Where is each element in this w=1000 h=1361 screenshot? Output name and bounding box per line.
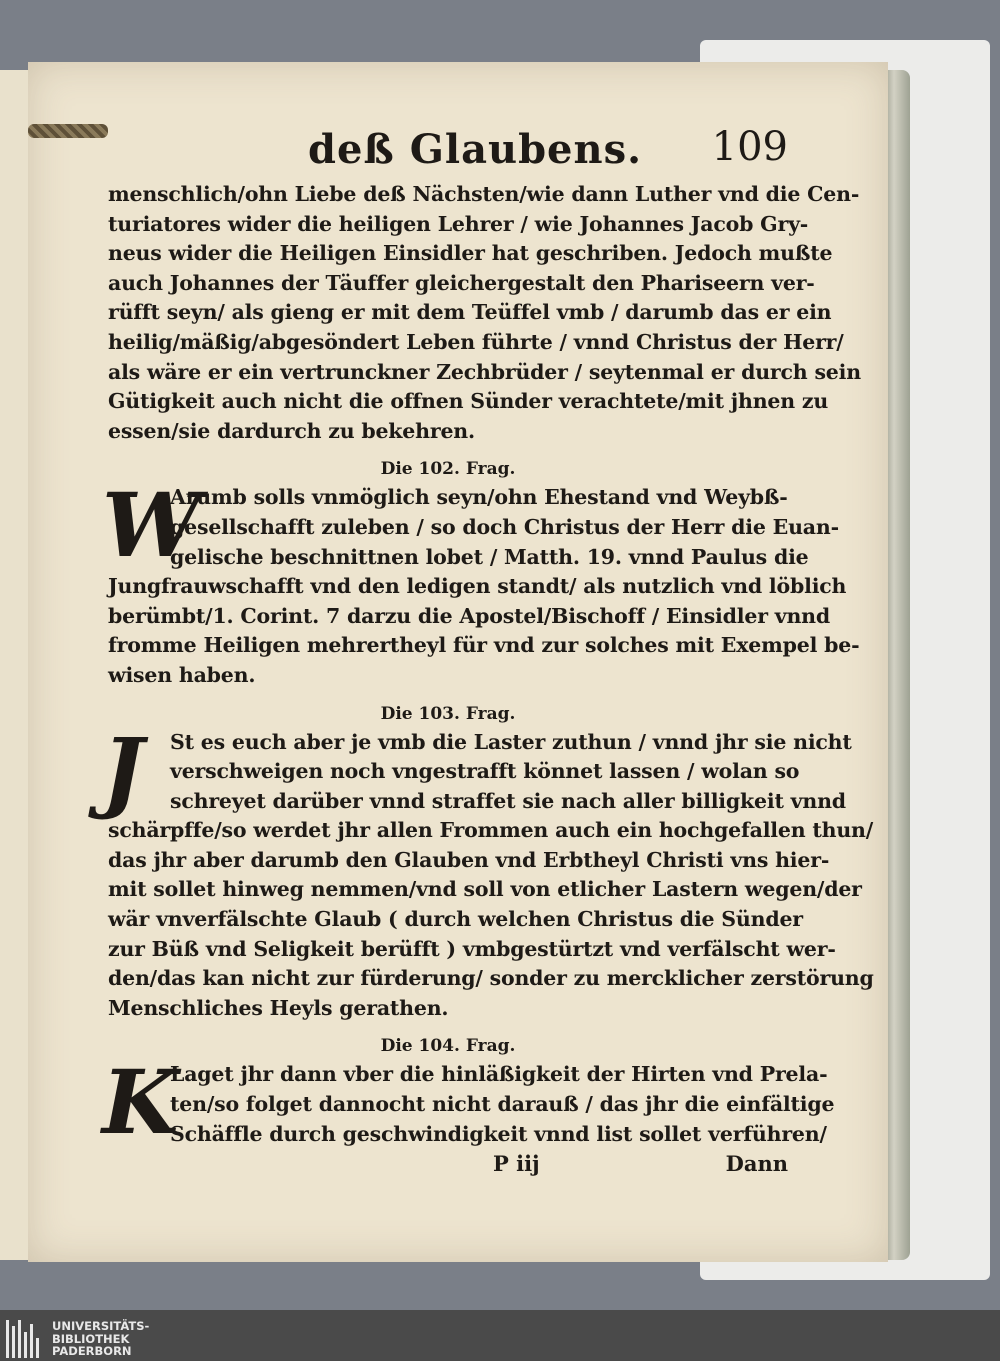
text-line: den/das kan nicht zur fürderung/ sonder zu mercklicher zerstörung: [108, 966, 874, 991]
book-page: [28, 62, 888, 1262]
text-line: heilig/mäßig/abgesöndert Leben führte / vnnd Christus der Herr/: [108, 329, 844, 354]
question-heading: Die 102. Frag.: [380, 459, 516, 480]
logo-line: UNIVERSITÄTS-: [52, 1319, 150, 1333]
text-line: essen/sie dardurch zu bekehren.: [108, 418, 475, 443]
text-line: turiatores wider die heiligen Lehrer / wie Johannes Jacob Gry-: [108, 211, 809, 236]
text-line: berümbt/1. Corint. 7 darzu die Apostel/Bischoff / Einsidler vnnd: [108, 603, 830, 628]
drop-initial: W: [102, 473, 201, 578]
question-paragraph: [102, 473, 860, 690]
text-line: das jhr aber darumb den Glauben vnd Erbtheyl Christi vns hier-: [108, 847, 830, 872]
text-line: schreyet darüber vnnd straffet sie nach aller billigkeit vnnd: [170, 788, 846, 813]
text-line: gesellschafft zuleben / so doch Christus der Herr die Euan-: [170, 514, 839, 539]
text-line: Arumb solls vnmöglich seyn/ohn Ehestand vnd Weybß-: [170, 485, 788, 510]
facing-page-edge: [0, 70, 30, 1260]
text-line: mit sollet hinweg nemmen/vnd soll von etlicher Lastern wegen/der: [108, 877, 862, 902]
text-line: wär vnverfälschte Glaub ( durch welchen Christus die Sünder: [108, 907, 803, 932]
text-line: wisen haben.: [108, 662, 256, 687]
text-line: gelische beschnittnen lobet / Matth. 19. vnnd Paulus die: [170, 544, 809, 569]
drop-initial: K: [102, 1050, 179, 1155]
text-line: menschlich/ohn Liebe deß Nächsten/wie dann Luther vnd die Cen-: [108, 182, 860, 206]
text-line: Laget jhr dann vber die hinläßigkeit der Hirten vnd Prela-: [170, 1062, 828, 1087]
intro-paragraph: [108, 180, 861, 446]
library-logo-icon: [4, 1318, 44, 1360]
question-heading: Die 104. Frag.: [380, 1036, 516, 1057]
signature-mark: P iij: [493, 1151, 540, 1177]
running-head: deß Glaubens.: [308, 126, 643, 173]
catchword: Dann: [725, 1151, 788, 1177]
text-line: Schäffle durch geschwindigkeit vnnd list sollet verführen/: [170, 1121, 827, 1146]
text-block: [102, 124, 874, 1181]
text-line: als wäre er ein vertrunckner Zechbrüder / seytenmal er durch sein: [108, 359, 861, 384]
library-logo-bar: [0, 1310, 1000, 1361]
logo-line: PADERBORN: [52, 1344, 132, 1358]
question-paragraph: [102, 717, 874, 1024]
text-line: fromme Heiligen mehrertheyl für vnd zur solches mit Exempel be-: [108, 633, 860, 658]
page-footer: [108, 1149, 788, 1181]
drop-initial: J: [102, 717, 144, 822]
logo-line: BIBLIOTHEK: [52, 1331, 130, 1346]
text-line: verschweigen noch vngestrafft könnet lassen / wolan so: [170, 759, 800, 784]
text-line: rüfft seyn/ als gieng er mit dem Teüffel vmb / darumb das er ein: [108, 300, 832, 325]
text-line: Menschliches Heyls gerathen.: [108, 995, 449, 1020]
text-line: neus wider die Heiligen Einsidler hat geschriben. Jedoch mußte: [108, 241, 833, 266]
text-line: Gütigkeit auch nicht die offnen Sünder verachtete/mit jhnen zu: [108, 389, 829, 414]
text-line: Jungfrauwschafft vnd den ledigen standt/ als nutzlich vnd löblich: [108, 574, 847, 599]
page-header: [108, 124, 788, 180]
page-number: 109: [711, 124, 788, 170]
text-line: auch Johannes der Täuffer gleichergestalt den Phariseern ver-: [108, 270, 815, 295]
text-line: schärpffe/so werdet jhr allen Frommen auch ein hochgefallen thun/: [108, 818, 874, 843]
question-paragraph: [102, 1050, 835, 1155]
text-line: zur Büß vnd Seligkeit berüfft ) vmbgestürtzt vnd verfälscht wer-: [108, 936, 836, 961]
binding-thread: [28, 124, 108, 138]
library-logo-text: [52, 1320, 149, 1358]
text-line: ten/so folget dannocht nicht darauß / das jhr die einfältige: [170, 1092, 835, 1117]
text-line: St es euch aber je vmb die Laster zuthun / vnnd jhr sie nicht: [170, 729, 852, 754]
question-heading: Die 103. Frag.: [380, 703, 516, 724]
